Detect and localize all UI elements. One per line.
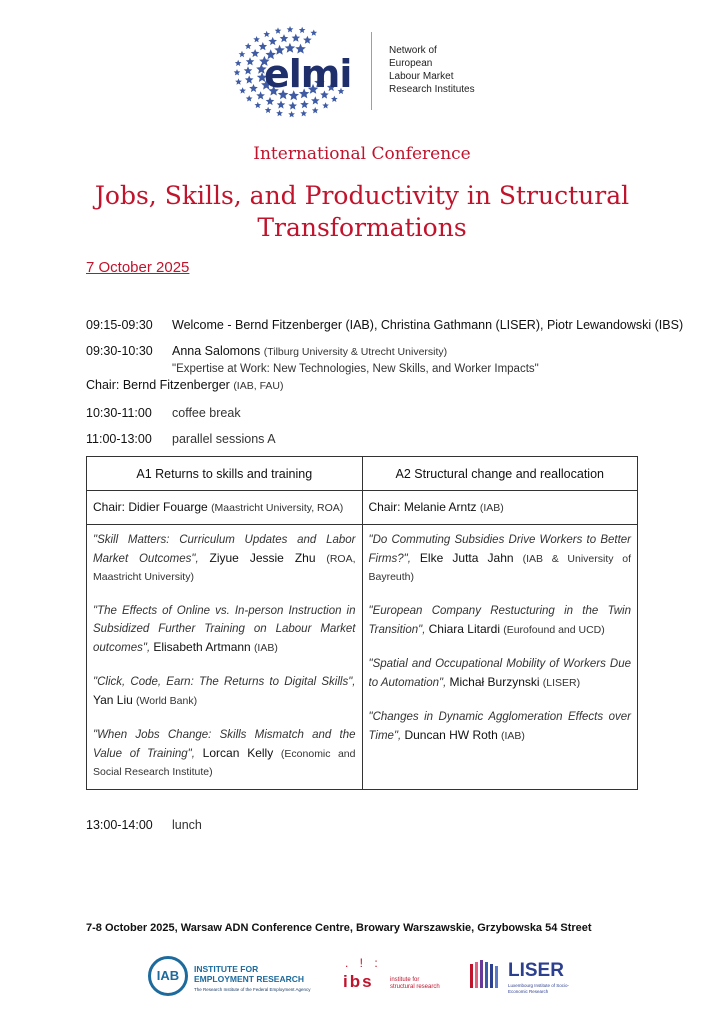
star-shape xyxy=(251,49,260,57)
star-shape xyxy=(280,34,289,42)
agenda-description: Welcome - Bernd Fitzenberger (IAB), Christina Gathmann (LISER), Piotr Lewandowski (IBS) xyxy=(172,318,684,332)
elmi-logo xyxy=(222,22,502,122)
talk-speaker: Elisabeth Artmann xyxy=(153,640,251,654)
talk-affiliation: (World Bank) xyxy=(136,695,198,707)
table-talks-row xyxy=(87,525,638,790)
talk-speaker: Michał Burzynski xyxy=(449,675,540,689)
talk-affiliation: (IAB) xyxy=(501,730,525,742)
star-shape xyxy=(244,66,253,74)
talk-affiliation: (ROA, Maastricht University) xyxy=(93,553,356,583)
agenda-description: lunch xyxy=(172,818,202,832)
table-chair-row xyxy=(87,491,638,525)
keynote-chair-name: Chair: Bernd Fitzenberger xyxy=(86,378,230,392)
ibs-mark: ibs xyxy=(343,972,374,991)
talk-title: "The Effects of Online vs. In-person Instruction in Subsidized Further Training on Labour Market outcomes", xyxy=(93,605,356,654)
keynote-title: "Expertise at Work: New Technologies, New Skills, and Worker Impacts" xyxy=(172,363,539,375)
chair-name: Chair: Melanie Arntz xyxy=(368,500,477,514)
star-shape xyxy=(235,60,242,66)
talk-title: "Skill Matters: Curriculum Updates and Labor Market Outcomes", xyxy=(93,534,356,565)
agenda-time: 11:00-13:00 xyxy=(86,432,152,446)
talk-item xyxy=(369,531,632,586)
agenda-time: 10:30-11:00 xyxy=(86,406,152,420)
liser-mark: LISER xyxy=(508,960,564,981)
network-line: Research Institutes xyxy=(389,84,475,95)
talk-title: "European Company Restucturing in the Twin Transition", xyxy=(368,605,631,636)
keynote-chair-affiliation: (IAB, FAU) xyxy=(233,380,284,392)
keynote-chair xyxy=(86,378,284,392)
star-shape xyxy=(246,95,253,101)
star-shape xyxy=(239,87,246,93)
talk-title: "When Jobs Change: Skills Mismatch and the Value of Training", xyxy=(93,729,356,760)
talk-title: "Click, Code, Earn: The Returns to Digital Skills", xyxy=(93,676,356,688)
day-heading: 7 October 2025 xyxy=(86,259,190,276)
welcome-speaker: Christina Gathmann (LISER) xyxy=(380,318,540,332)
venue-line: 7-8 October 2025, Warsaw ADN Conference Centre, Browary Warszawskie, Grzybowska 54 Street xyxy=(86,922,592,934)
star-shape xyxy=(322,102,329,108)
elmi-wordmark: elmi xyxy=(264,52,352,96)
talk-item xyxy=(93,531,356,586)
star-shape xyxy=(300,110,307,116)
agenda-time: 09:15-09:30 xyxy=(86,318,153,332)
star-shape xyxy=(268,37,277,45)
star-shape xyxy=(265,107,272,113)
talk-affiliation: (Eurofound and UCD) xyxy=(503,624,605,636)
iab-mark: IAB xyxy=(148,956,188,996)
session-a1-talks xyxy=(87,525,363,790)
network-name xyxy=(389,44,509,96)
star-shape xyxy=(277,100,286,108)
star-shape xyxy=(289,102,298,110)
star-shape xyxy=(253,36,260,42)
agenda-description xyxy=(172,343,642,360)
talk-item xyxy=(93,602,356,657)
conference-title: Jobs, Skills, and Productivity in Structural Transformations xyxy=(94,181,630,242)
keynote-affiliation: (Tilburg University & Utrecht University) xyxy=(263,346,448,358)
star-shape xyxy=(249,84,258,92)
ibs-dots: . ! : xyxy=(345,956,382,970)
liser-logo xyxy=(470,954,580,1004)
iab-tagline: The Research Institute of the Federal Employment Agency xyxy=(194,987,311,992)
star-shape xyxy=(288,111,295,117)
star-shape xyxy=(311,96,320,104)
star-shape xyxy=(245,75,254,83)
chair-affiliation: (Maastricht University, ROA) xyxy=(211,502,344,514)
star-shape xyxy=(300,100,309,108)
talk-speaker: Ziyue Jessie Zhu xyxy=(209,551,316,565)
star-shape xyxy=(312,107,319,113)
star-shape xyxy=(263,31,270,37)
session-a2-chair xyxy=(362,491,638,525)
star-shape xyxy=(331,96,338,102)
liser-bars-icon xyxy=(470,960,504,990)
network-line: Network of xyxy=(389,45,437,56)
talk-speaker: Yan Liu xyxy=(93,693,133,707)
talk-item xyxy=(93,726,356,781)
star-shape xyxy=(266,97,275,105)
iab-name: INSTITUTE FOR EMPLOYMENT RESEARCH xyxy=(194,964,305,984)
agenda-description: coffee break xyxy=(172,406,241,420)
sessions-table xyxy=(86,456,638,790)
welcome-speaker: Piotr Lewandowski (IBS) xyxy=(546,318,684,332)
star-shape xyxy=(246,57,255,65)
chair-affiliation: (IAB) xyxy=(479,502,504,514)
star-shape xyxy=(259,42,268,50)
talk-speaker: Chiara Litardi xyxy=(428,622,500,636)
session-a2-talks xyxy=(362,525,638,790)
ibs-name: institute for structural research xyxy=(390,977,440,990)
liser-name: Luxembourg Institute of Socio-Economic Research xyxy=(508,983,570,994)
table-header-row xyxy=(87,457,638,491)
star-shape xyxy=(310,30,317,36)
star-shape xyxy=(276,110,283,116)
iab-logo xyxy=(148,954,318,1004)
chair-name: Chair: Didier Fouarge xyxy=(93,500,208,514)
talk-item xyxy=(369,655,632,692)
star-shape xyxy=(287,26,294,32)
star-shape xyxy=(255,102,262,108)
network-line: Labour Market xyxy=(389,71,454,82)
talk-title: "Changes in Dynamic Agglomeration Effects over Time", xyxy=(368,711,631,742)
talk-item xyxy=(93,673,356,710)
talk-item xyxy=(369,602,632,639)
star-shape xyxy=(303,36,312,44)
star-shape xyxy=(239,51,246,57)
star-shape xyxy=(234,69,241,75)
conference-label: International Conference xyxy=(253,144,471,164)
talk-title: "Do Commuting Subsidies Drive Workers to Better Firms?", xyxy=(368,534,631,565)
star-shape xyxy=(275,27,282,33)
talk-speaker: Lorcan Kelly xyxy=(202,746,274,760)
star-shape xyxy=(292,34,301,42)
talk-affiliation: (Economic and Social Research Institute) xyxy=(93,748,356,778)
agenda-time: 09:30-10:30 xyxy=(86,344,153,358)
talk-speaker: Elke Jutta Jahn xyxy=(419,551,514,565)
talk-affiliation: (LISER) xyxy=(542,677,581,689)
ibs-logo xyxy=(343,954,440,1004)
session-a2-title: A2 Structural change and reallocation xyxy=(362,457,638,491)
agenda-description: parallel sessions A xyxy=(172,432,276,446)
star-shape xyxy=(235,78,242,84)
talk-speaker: Duncan HW Roth xyxy=(404,728,498,742)
star-shape xyxy=(299,27,306,33)
network-line: European xyxy=(389,58,433,69)
talk-item xyxy=(369,708,632,745)
logo-divider xyxy=(371,32,372,110)
welcome-speaker: Bernd Fitzenberger (IAB) xyxy=(234,318,374,332)
talk-affiliation: (IAB) xyxy=(253,642,278,654)
keynote-speaker: Anna Salomons xyxy=(172,344,261,358)
session-a1-title: A1 Returns to skills and training xyxy=(87,457,363,491)
star-shape xyxy=(245,43,252,49)
agenda-time: 13:00-14:00 xyxy=(86,818,153,832)
talk-affiliation: (IAB & University of Bayreuth) xyxy=(368,553,631,583)
talk-title: "Spatial and Occupational Mobility of Workers Due to Automation", xyxy=(368,658,631,689)
welcome-label: Welcome xyxy=(172,318,224,332)
welcome-separator: - xyxy=(223,318,235,332)
session-a1-chair xyxy=(87,491,363,525)
